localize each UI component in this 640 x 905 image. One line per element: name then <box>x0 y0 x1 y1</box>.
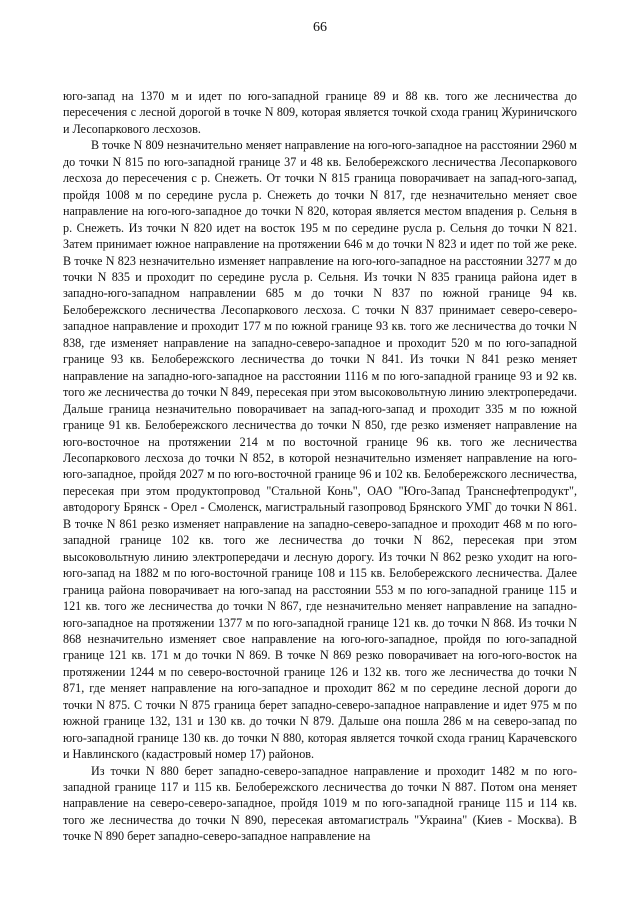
paragraph-point-880: Из точки N 880 берет западно-северо-западное направление и проходит 1482 м по юго-западной границе 117 и 115 кв. Белобережского лесничества до точки N 887. Потом она меняет направление на северо-северо-западное, пройдя 1019 м по юго-западной границе 115 и 114 кв. того же лесничества до точки N 890, пересекая автомагистраль "Украина" (Киев - Москва). В точке N 890 берет западно-северо-западное направление на <box>63 763 577 844</box>
page-number: 66 <box>313 20 327 35</box>
paragraph-continuation: юго-запад на 1370 м и идет по юго-западной границе 89 и 88 кв. того же лесничества до пересечения с лесной дорогой в точке N 809, которая является точкой схода границ Журиничского и Лесопаркового лесхозов. <box>63 89 577 136</box>
document-body <box>63 88 577 845</box>
paragraph-point-809: В точке N 809 незначительно меняет направление на юго-юго-западное на расстоянии 2960 м до точки N 815 по юго-западной границе 37 и 48 кв. Белобережского лесничества Лесопаркового лесхоза до пересечения с р. Снежеть. От точки N 815 граница поворачивает на запад-юго-запад, пройдя 1008 м по середине русла р. Снежеть до точки N 817, где незначительно меняет свое направление на юго-юго-западное до точки N 820, которая является местом впадения р. Сельня в р. Снежеть. Из точки N 820 идет на восток 195 м по середине русла р. Сельня до точки N 821. Затем принимает южное направление на протяжении 646 м до точки N 823 и идет по той же реке. В точке N 823 незначительно изменяет направление на юго-юго-западное на расстоянии 3277 м до точки N 835 и проходит по середине русла р. Сельня. Из точки N 835 граница района идет в западно-юго-западном направлении 685 м до точки N 837 по южной границе 94 кв. Белобережского лесничества Лесопаркового лесхоза. С точки N 837 принимает северо-северо-западное направление и проходит 177 м по южной границе 93 кв. того же лесничества до точки N 838, где изменяет направление на западно-северо-западное и проходит 520 м по юго-западной границе 93 кв. Белобережского лесничества до точки N 841. Из точки N 841 резко меняет направление на западно-юго-западное на расстоянии 1116 м по юго-западной границе 93 и 92 кв. того же лесничества до точки N 849, пересекая при этом высоковольтную линию электропередачи. Дальше граница незначительно поворачивает на запад-юго-запад и проходит 335 м по южной границе 91 кв. Белобережского лесничества до точки N 850, где резко изменяет направление на юго-восточное на протяжении 214 м по восточной границе 96 кв. того же лесничества Лесопаркового лесхоза до точки N 852, в которой незначительно изменяет направление на юго-юго-западное, пройдя 2027 м по юго-восточной границе 96 и 102 кв. Белобережского лесничества, пересекая при этом продуктопровод "Стальной Конь", ОАО "Юго-Запад Транснефтепродукт", автодорогу Брянск - Орел - Смоленск, магистральный газопровод Брянского УМГ до точки N 861. В точке N 861 резко изменяет направление на западно-северо-западное и проходит 468 м по юго-западной границе 102 кв. того же лесничества до точки N 862, пересекая при этом высоковольтную линию электропередачи и лесную дорогу. Из точки N 862 резко уходит на юго-юго-запад на 1882 м по юго-восточной границе 108 и 115 кв. Белобережского лесничества. Далее граница района поворачивает на юго-запад на расстоянии 553 м по юго-западной границе 115 и 121 кв. того же лесничества до точки N 867, где незначительно меняет направление на западно-юго-западное на протяжении 1377 м по юго-западной границе 121 кв. до точки N 868. Из точки N 868 незначительно изменяет свое направление на юго-юго-западное, пройдя по юго-западной границе 121 кв. 171 м до точки N 869. В точке N 869 резко поворачивает на юго-юго-восток на протяжении 1244 м по северо-восточной границе 126 и 132 кв. того же лесничества до точки N 871, где меняет направление на юго-западное и проходит 862 м по середине лесной дороги до точки N 875. С точки N 875 граница берет западно-северо-западное направление и идет 975 м по южной границе 132, 131 и 130 кв. до точки N 879. Дальше она пошла 286 м на северо-запад по юго-западной границе 130 кв. до точки N 880, которая является точкой схода границ Карачевского и Навлинского (кадастровый номер 17) районов. <box>63 138 577 762</box>
